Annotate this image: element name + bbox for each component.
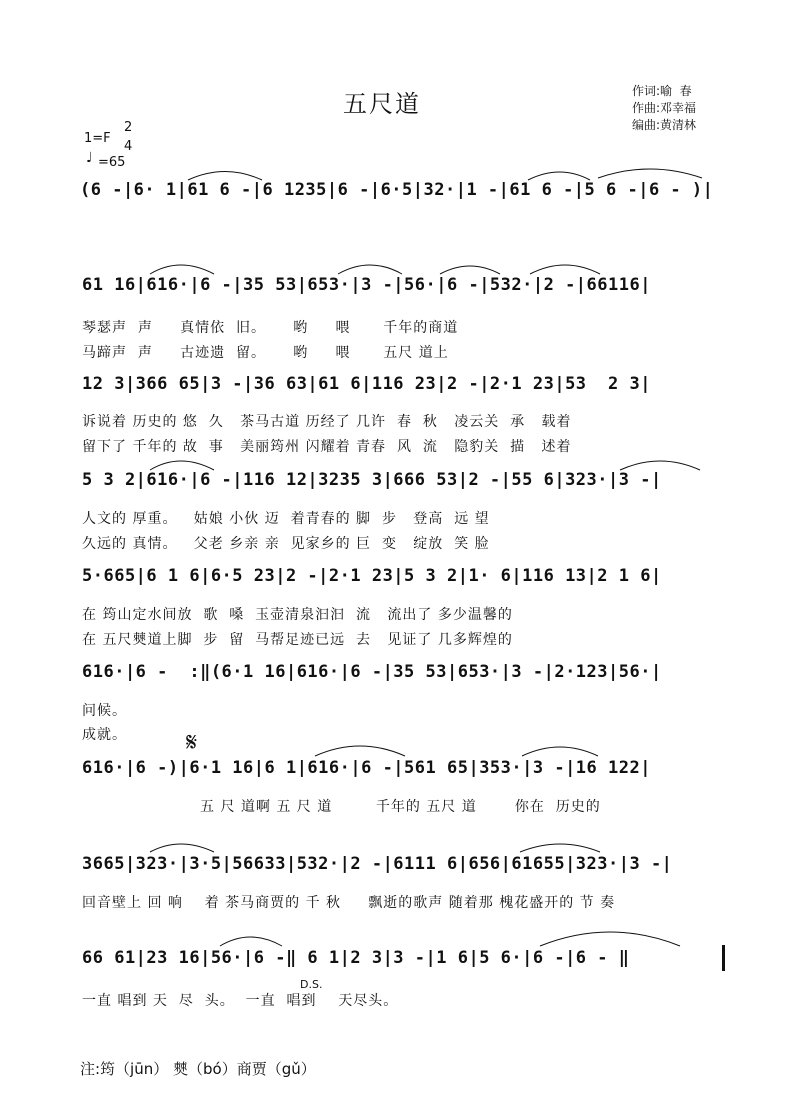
score-line-2-notes: 61 16|616·|6 -|35 53|653·|3 -|56·|6 -|532·|2 -|66116| xyxy=(82,275,651,295)
lyric-line-6-verse-2: 成就。 xyxy=(82,727,127,743)
slur xyxy=(315,746,405,756)
score-line-5-notes: 5·665|6 1 6|6·5 23|2 -|2·1 23|5 3 2|1· 6|116 13|2 1 6| xyxy=(82,566,662,586)
lyric-line-6-verse-1: 问候。 xyxy=(82,703,127,719)
lyric-line-3-verse-1: 诉说着 历史的 悠 久 茶马古道 历经了 几许 春 秋 凌云关 承 载着 xyxy=(82,414,572,430)
slur xyxy=(150,844,214,852)
lyric-line-9: 一直 唱到 天 尽 头。 一直 唱到 天尽头。 xyxy=(82,993,399,1009)
slur xyxy=(220,937,282,946)
segno-icon: 𝄋 xyxy=(186,728,198,758)
slur xyxy=(440,266,500,274)
tempo-mark: =65 xyxy=(98,155,126,170)
credit-arranger: 编曲:黄清林 xyxy=(632,118,697,132)
slur xyxy=(338,265,402,274)
slur xyxy=(530,265,600,274)
time-signature-top: 2 xyxy=(124,120,133,135)
slur xyxy=(540,932,680,946)
slur xyxy=(528,172,590,180)
slur xyxy=(150,461,214,470)
page-title: 五尺道 xyxy=(343,90,421,118)
lyric-line-7: 五 尺 道啊 五 尺 道 千年的 五尺 道 你在 历史的 xyxy=(200,799,601,815)
lyric-line-4-verse-1: 人文的 厚重。 姑娘 小伙 迈 着青春的 脚 步 登高 远 望 xyxy=(82,511,490,527)
credit-lyricist: 作词:喻 春 xyxy=(632,84,692,98)
lyric-line-4-verse-2: 久远的 真情。 父老 乡亲 亲 见家乡的 巨 变 绽放 笑 脸 xyxy=(82,536,490,552)
footnote: 注:筠（jūn） 僰（bó）商贾（gǔ） xyxy=(80,1060,316,1078)
score-line-6-notes: 616·|6 - :‖(6·1 16|616·|6 -|35 53|653·|3 -|2·123|56·| xyxy=(82,662,662,682)
final-barline xyxy=(722,945,725,971)
lyric-line-3-verse-2: 留下了 千年的 故 事 美丽筠州 闪耀着 青春 风 流 隐豹关 描 述着 xyxy=(82,439,572,455)
credit-composer: 作曲:邓幸福 xyxy=(632,101,697,115)
lyric-line-5-verse-1: 在 筠山定水间放 歌 嗓 玉壶清泉汩汩 流 流出了 多少温馨的 xyxy=(82,607,513,623)
lyric-line-2-verse-1: 琴瑟声 声 真情依 旧。 哟 喂 千年的商道 xyxy=(82,320,459,336)
score-line-9-notes: 66 61|23 16|56·|6 -‖ 6 1|2 3|3 -|1 6|5 6·|6 -|6 - ‖ xyxy=(82,948,630,968)
score-line-7-notes: 616·|6 -)|6·1 16|6 1|616·|6 -|561 65|353·|3 -|16 122| xyxy=(82,758,651,778)
quarter-note-icon: ♩ xyxy=(86,150,93,166)
time-signature-bottom: 4 xyxy=(124,139,133,154)
key-signature: 1=F xyxy=(84,131,111,146)
slur xyxy=(150,265,214,274)
lyric-line-8: 回音壁上 回 响 着 茶马商贾的 千 秋 飘逝的歌声 随着那 槐花盛开的 节 奏 xyxy=(82,895,616,911)
slur xyxy=(598,169,702,178)
ds-mark: D.S. xyxy=(300,978,323,991)
lyric-line-2-verse-2: 马蹄声 声 古迹遗 留。 哟 喂 五尺 道上 xyxy=(82,345,449,361)
slur xyxy=(520,844,600,852)
score-line-3-notes: 12 3|366 65|3 -|36 63|61 6|116 23|2 -|2·1 23|53 2 3| xyxy=(82,374,651,394)
slur xyxy=(522,747,598,756)
lyric-line-5-verse-2: 在 五尺僰道上脚 步 留 马帮足迹已远 去 见证了 几多辉煌的 xyxy=(82,632,513,648)
slur xyxy=(188,172,262,181)
score-line-4-notes: 5 3 2|616·|6 -|116 12|3235 3|666 53|2 -|55 6|323·|3 -| xyxy=(82,470,662,490)
score-line-1-notes: (6 -|6· 1|61 6 -|6 1235|6 -|6·5|32·|1 -|61 6 -|5 6 -|6 - )| xyxy=(80,180,714,200)
slur xyxy=(620,461,700,470)
score-line-8-notes: 3665|323·|3·5|56633|532·|2 -|6111 6|656|61655|323·|3 -| xyxy=(82,854,673,874)
